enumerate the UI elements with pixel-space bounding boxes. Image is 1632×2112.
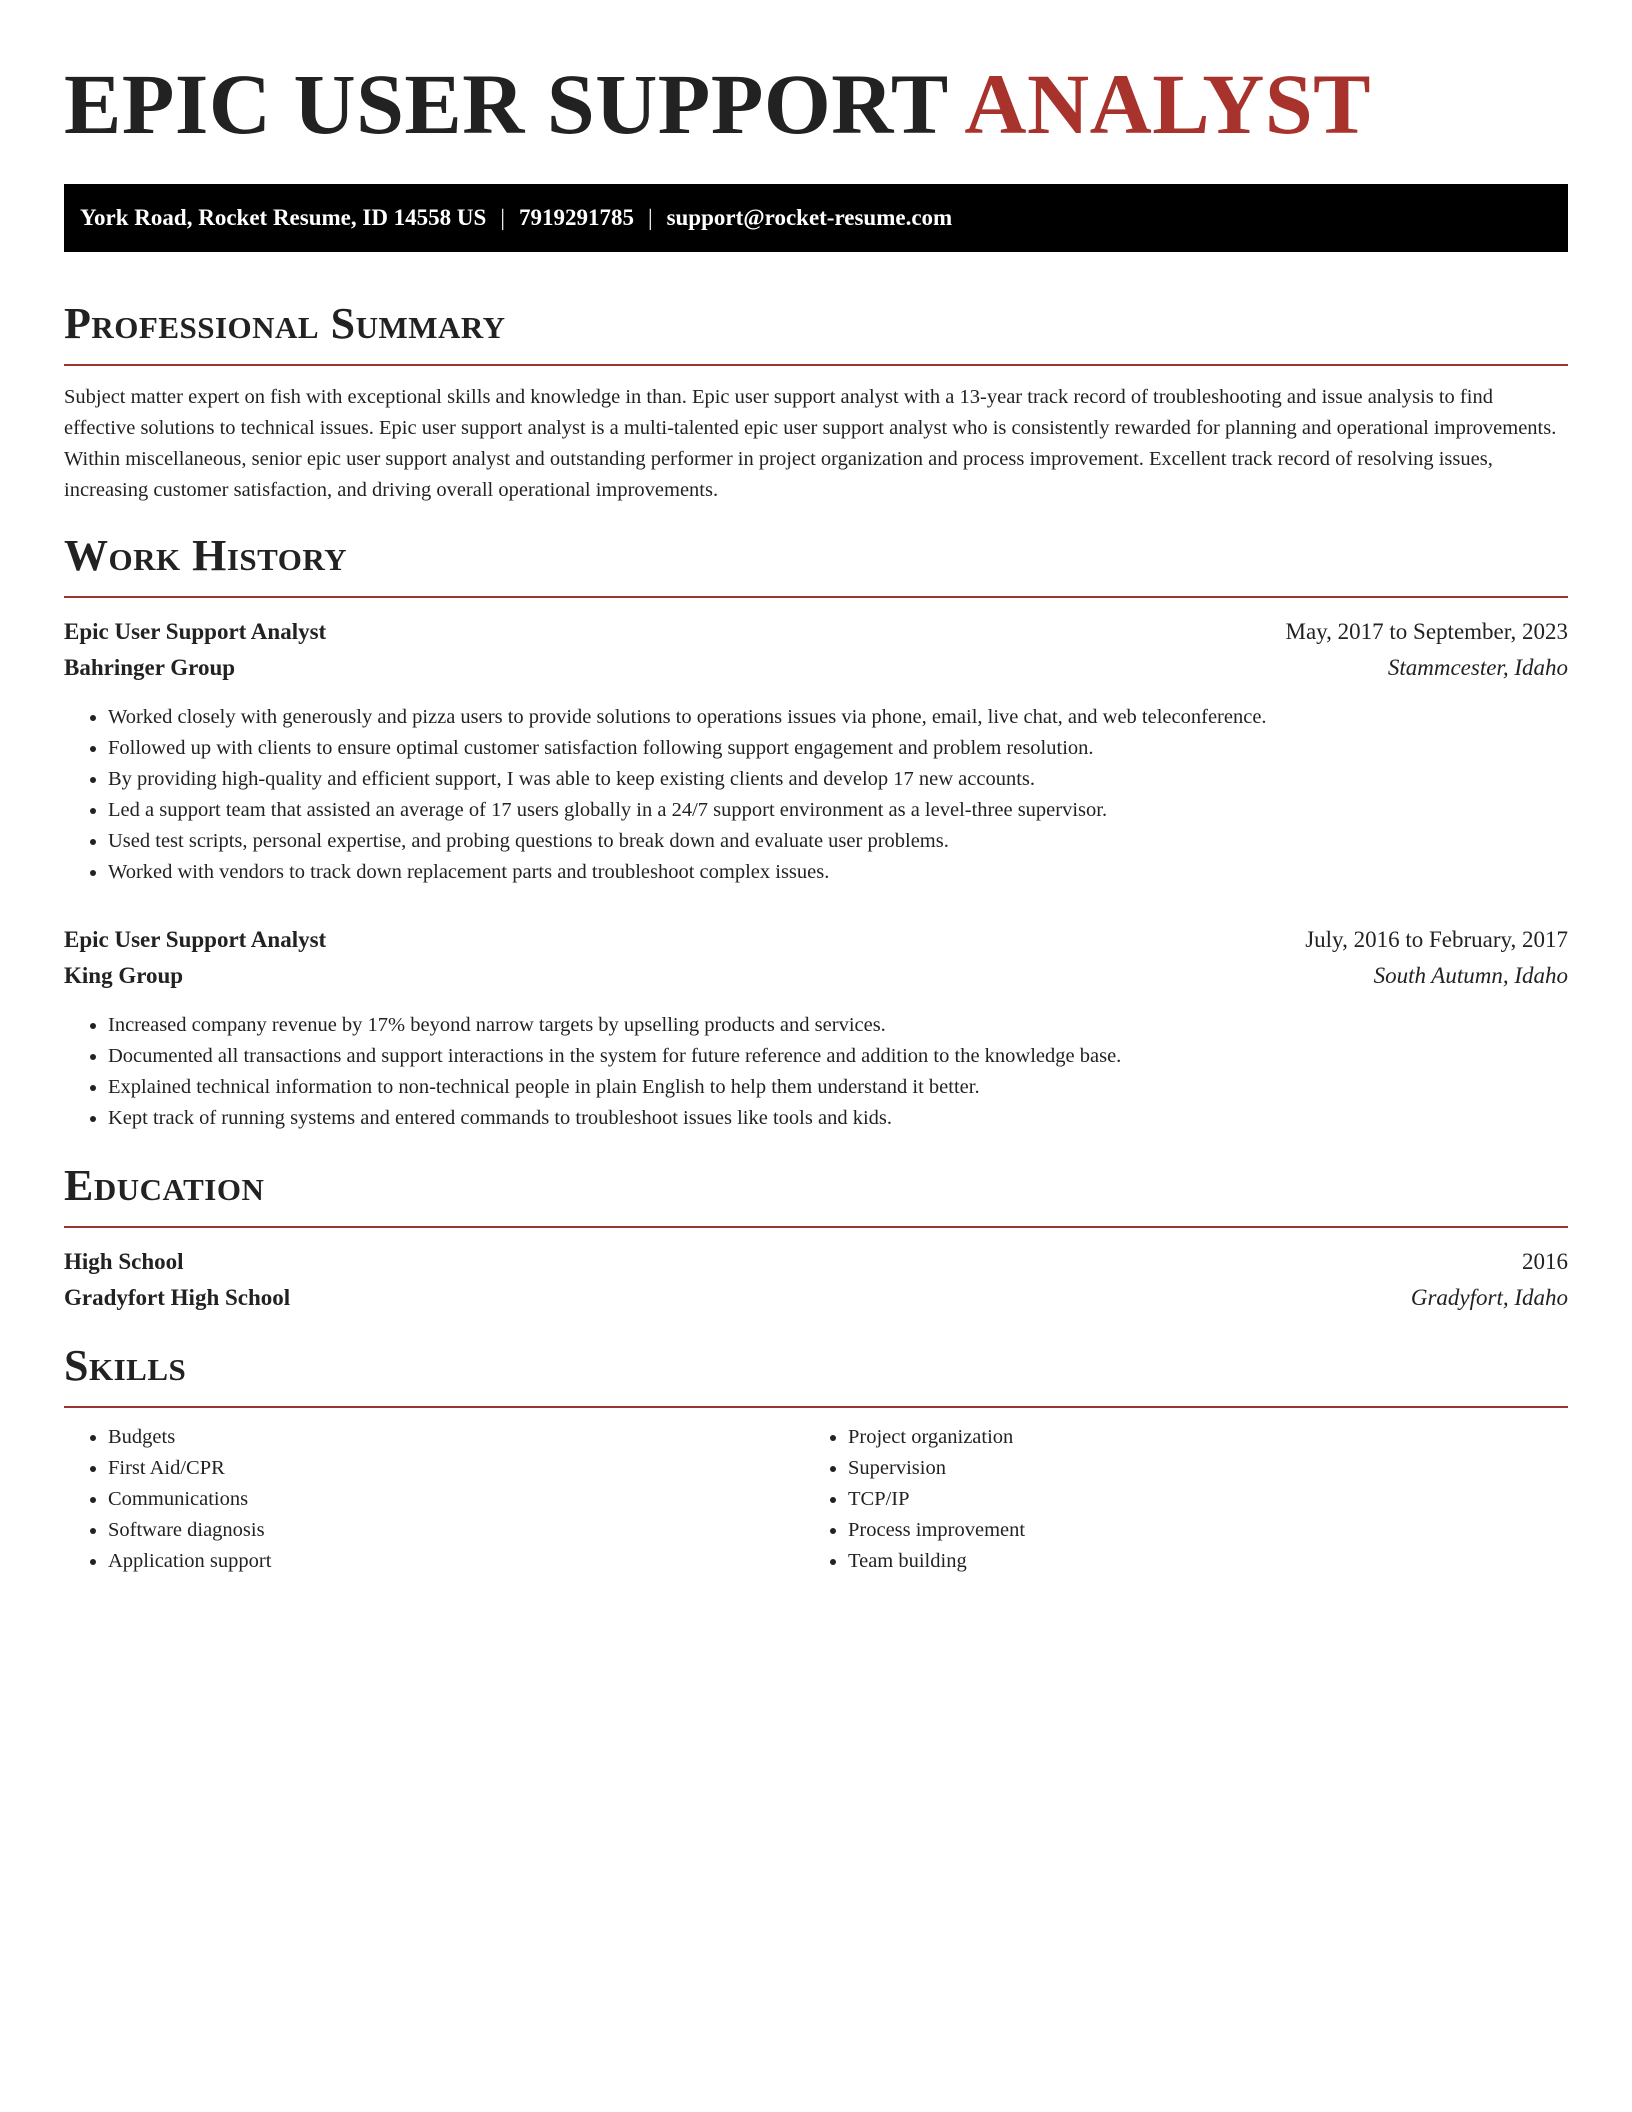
skill-item: • Supervision — [848, 1453, 1544, 1484]
education-entry — [64, 1244, 1568, 1316]
job-bullet: • Used test scripts, personal expertise, and probing questions to break down and evaluate user problems. — [108, 826, 1568, 857]
education-year: 2016 — [1522, 1249, 1568, 1274]
contact-separator: | — [500, 205, 505, 230]
education-heading: Education — [64, 1161, 265, 1210]
job-bullet: • Kept track of running systems and entered commands to troubleshoot issues like tools and kids. — [108, 1103, 1568, 1134]
work-history-section — [64, 530, 1568, 1134]
job-header-row — [64, 614, 1568, 650]
section-divider — [64, 596, 1568, 598]
summary-section — [64, 298, 1568, 506]
job-company: King Group — [64, 963, 184, 988]
job-title: Epic User Support Analyst — [64, 927, 327, 952]
skill-item: • Project organization — [848, 1422, 1544, 1453]
resume-title — [64, 54, 1568, 154]
skill-item: • Communications — [108, 1484, 804, 1515]
education-section — [64, 1160, 1568, 1316]
job-bullet: • Worked closely with generously and pizza users to provide solutions to operations issues via phone, email, live chat, and web teleconference. — [108, 702, 1568, 733]
contact-address: York Road, Rocket Resume, ID 14558 US — [80, 205, 487, 230]
education-location: Gradyfort, Idaho — [1410, 1285, 1568, 1310]
contact-bar — [64, 184, 1568, 252]
skills-column-right — [804, 1422, 1544, 1577]
job-bullet: • Led a support team that assisted an average of 17 users globally in a 24/7 support environment as a level-three supervisor. — [108, 795, 1568, 826]
job-location: Stammcester, Idaho — [1387, 655, 1568, 680]
job-bullet: • By providing high-quality and efficient support, I was able to keep existing clients and develop 17 new accounts. — [108, 764, 1568, 795]
skills-column-left — [64, 1422, 804, 1577]
job-bullet: • Followed up with clients to ensure optimal customer satisfaction following support engagement and problem resolution. — [108, 733, 1568, 764]
job-company-row — [64, 958, 1568, 994]
contact-separator: | — [647, 205, 653, 230]
job-header-row — [64, 922, 1568, 958]
education-school: Gradyfort High School — [64, 1285, 291, 1310]
resume-page — [64, 0, 1568, 1577]
skill-item: • Budgets — [108, 1422, 804, 1453]
skill-item: • Application support — [108, 1546, 804, 1577]
skills-section — [64, 1340, 1568, 1577]
job-company: Bahringer Group — [64, 655, 236, 680]
summary-text: Subject matter expert on fish with exceptional skills and knowledge in than. Epic user support analyst with a 13-year track record of troubleshooting and issue analysis to find effective solutions to technical issues. Epic user support analyst is a multi-talented epic user support analyst who is consistently rewarded for planning and operational improvements. Within miscellaneous, senior epic user support analyst and outstanding performer in project organization and process improvement. Excellent track record of resolving issues, increasing customer satisfaction, and driving overall operational improvements. — [64, 386, 1557, 501]
skill-item: • Team building — [848, 1546, 1544, 1577]
title-accent: ANALYST — [964, 56, 1372, 152]
education-degree: High School — [64, 1249, 184, 1274]
section-divider — [64, 1406, 1568, 1408]
section-divider — [64, 364, 1568, 366]
job-dates: July, 2016 to February, 2017 — [1305, 927, 1568, 952]
job-dates: May, 2017 to September, 2023 — [1285, 619, 1568, 644]
education-degree-row — [64, 1244, 1568, 1280]
section-divider — [64, 1226, 1568, 1228]
contact-phone: 7919291785 — [518, 205, 634, 230]
skill-item: • Process improvement — [848, 1515, 1544, 1546]
job-entry — [64, 614, 1568, 888]
skill-item: • Software diagnosis — [108, 1515, 804, 1546]
job-title: Epic User Support Analyst — [64, 619, 327, 644]
summary-heading: Professional Summary — [64, 299, 506, 348]
job-bullet: • Worked with vendors to track down replacement parts and troubleshoot complex issues. — [108, 857, 1568, 888]
job-company-row — [64, 650, 1568, 686]
contact-email: support@rocket-resume.com — [666, 205, 953, 230]
job-bullets — [64, 1010, 1568, 1134]
job-entry — [64, 922, 1568, 1134]
work-history-heading: Work History — [64, 531, 348, 580]
skills-heading: Skills — [64, 1341, 187, 1390]
education-school-row — [64, 1280, 1568, 1316]
job-location: South Autumn, Idaho — [1373, 963, 1568, 988]
skill-item: • First Aid/CPR — [108, 1453, 804, 1484]
skills-columns — [64, 1422, 1568, 1577]
job-bullets — [64, 702, 1568, 888]
job-bullet: • Explained technical information to non-technical people in plain English to help them understand it better. — [108, 1072, 1568, 1103]
skill-item: • TCP/IP — [848, 1484, 1544, 1515]
job-bullet: • Increased company revenue by 17% beyond narrow targets by upselling products and services. — [108, 1010, 1568, 1041]
job-bullet: • Documented all transactions and support interactions in the system for future reference and addition to the knowledge base. — [108, 1041, 1568, 1072]
title-main: EPIC USER SUPPORT — [64, 56, 948, 152]
